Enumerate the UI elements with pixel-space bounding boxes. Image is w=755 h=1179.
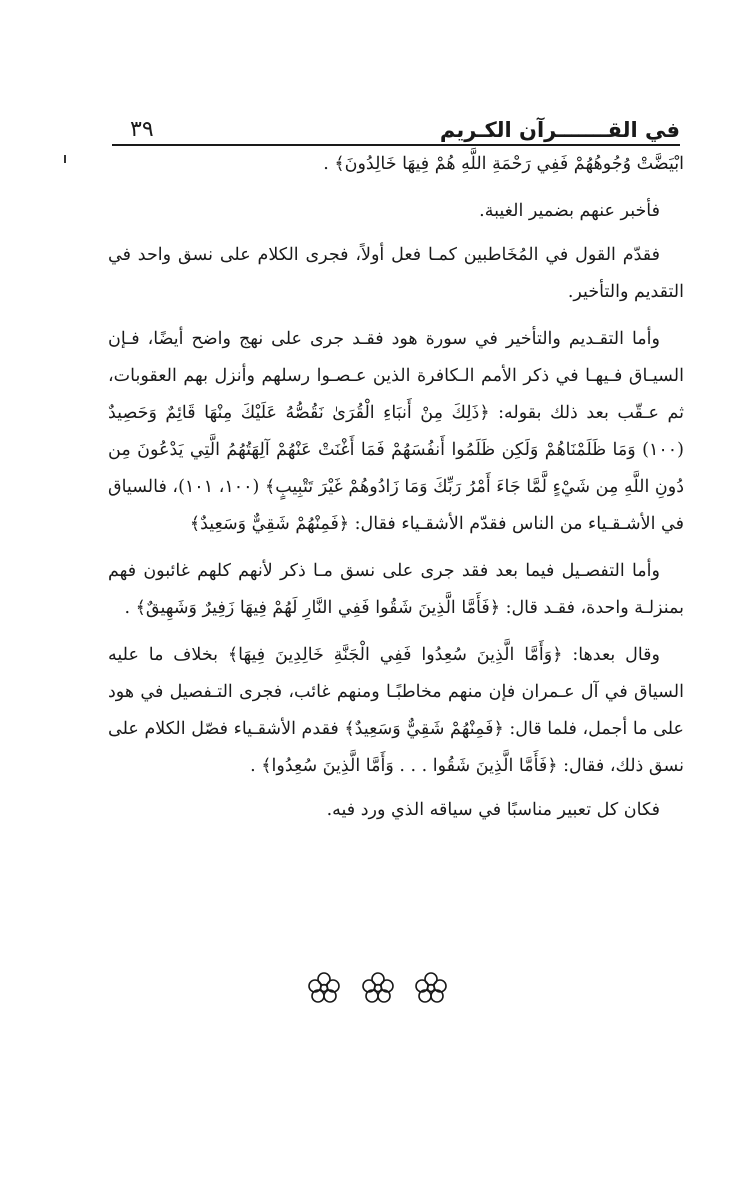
paragraph: فأخبر عنهم بضمير الغيبة. [479,201,660,221]
page-number: ٣٩ [130,117,154,142]
flower-ornament-icon [413,970,449,1006]
section-ornaments [0,970,755,1010]
paragraph: فكان كل تعبير مناسبًا في سياقه الذي ورد فيه. [326,800,660,820]
running-title: في القـــــــرآن الكـريم [439,118,680,142]
paragraph: فقدّم القول في المُخَاطبين كمـا فعل أولاً، فجرى الكلام على نسق واحد في التقديم والتأخير. [108,245,684,302]
page-header [112,108,680,146]
paragraph-verse-ending: ابْيَضَّتْ وُجُوهُهُمْ فَفِي رَحْمَةِ اللَّهِ هُمْ فِيهَا خَالِدُونَ﴾ . [323,154,684,174]
margin-mark [64,155,66,163]
body-text [108,146,684,836]
flower-ornament-icon [306,970,342,1006]
paragraph: وأما التقـديم والتأخير في سورة هود فقـد جرى على نهج واضح أيضًا، فـإن السيـاق فـيهـا في ذكر الأمم الـكافرة الذين عـصـوا رسلهم وأنزل بهم العقوبات، ثم عـقّب بعد ذلك بقوله: ﴿ذَلِكَ مِنْ أَنبَاءِ الْقُرَىٰ نَقُصُّهُ عَلَيْكَ مِنْهَا قَائِمٌ وَحَصِيدٌ (١٠٠) وَمَا ظَلَمْنَاهُمْ وَلَكِن ظَلَمُوا أَنفُسَهُمْ فَمَا أَغْنَتْ عَنْهُمْ آلِهَتُهُمُ الَّتِي يَدْعُونَ مِن دُونِ اللَّهِ مِن شَيْءٍ لَّمَّا جَاءَ أَمْرُ رَبِّكَ وَمَا زَادُوهُمْ غَيْرَ تَتْبِيبٍ﴾ (١٠٠، ١٠١)، فالسياق في الأشـقـياء من الناس فقدّم الأشقـياء فقال: ﴿فَمِنْهُمْ شَقِيٌّ وَسَعِيدٌ﴾ [108,329,684,534]
flower-ornament-icon [360,970,396,1006]
paragraph: وقال بعدها: ﴿وَأَمَّا الَّذِينَ سُعِدُوا فَفِي الْجَنَّةِ خَالِدِينَ فِيهَا﴾ بخلاف ما عليه السياق في آل عـمران فإن منهم مخاطبًـا ومنهم غائب، فجرى التـفصيل في هود على ما أجمل، فلما قال: ﴿فَمِنْهُمْ شَقِيٌّ وَسَعِيدٌ﴾ فقدم الأشقـياء فصّل الكلام على نسق ذلك، فقال: ﴿فَأَمَّا الَّذِينَ شَقُوا . . . وَأَمَّا الَّذِينَ سُعِدُوا﴾ . [108,645,684,776]
paragraph: وأما التفصـيل فيما بعد فقد جرى على نسق مـا ذكر لأنهم كلهم غائبون فهم بمنزلـة واحدة، فقـد قال: ﴿فَأَمَّا الَّذِينَ شَقُوا فَفِي النَّارِ لَهُمْ فِيهَا زَفِيرٌ وَشَهِيقٌ﴾ . [108,561,684,618]
